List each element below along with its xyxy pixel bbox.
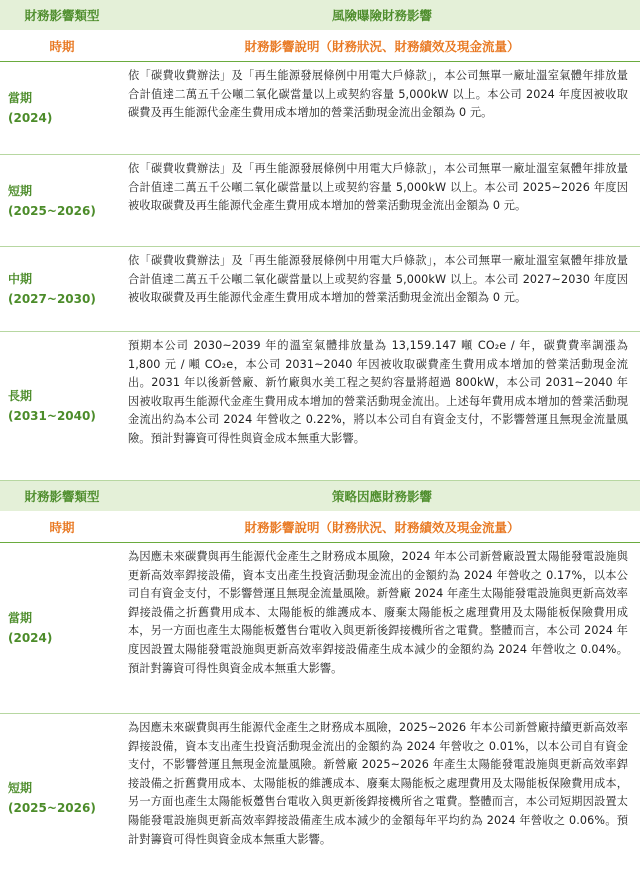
period-name: 當期: [8, 611, 33, 625]
section2-subheader-description: 財務影響說明（財務狀況、財務績效及現金流量）: [244, 520, 520, 535]
period-name: 短期: [8, 781, 33, 795]
section2-subheader-period: 時期: [49, 520, 75, 535]
period-name: 長期: [8, 389, 33, 403]
section1-row-mid-term: [0, 247, 640, 332]
section1-row-long-term: [0, 332, 640, 481]
period-label: [0, 247, 124, 331]
section2-header-type: 財務影響類型: [24, 489, 100, 504]
section2-header-title: 策略因應財務影響: [331, 489, 432, 504]
period-label: [0, 714, 124, 882]
impact-description: 為因應未來碳費與再生能源代金產生之財務成本風險，2024 年本公司新營廠設置太陽能發電設施與更新高效率銲接設備，資本支出產生投資活動現金流出的金額約為 2024 年營收之 0.17%，以本公司自有資金支付，不影響營運且無現金流量風險。新營廠 2024 年產生太陽能發電設施與更新高效率銲接設備之折舊費用成本、太陽能板的維護成本、廢棄太陽能板之處理費用及太陽能板保險費用成本，另一方面也產生太陽能板躉售台電收入與更新後銲接機所省之電費。整體而言，本公司 2024 年度因設置太陽能發電設施與更新高效率銲接設備產生成本減少的金額約為 2024 年營收之 0.04%。預計對籌資可得性與資金成本無重大影響。: [128, 550, 628, 675]
section2-subheader: [0, 512, 640, 543]
period-label: [0, 332, 124, 480]
period-name: 中期: [8, 272, 33, 286]
impact-description: 預期本公司 2030~2039 年的溫室氣體排放量為 13,159.147 噸 CO₂e / 年，碳費費率調漲為 1,800 元 / 噸 CO₂e，本公司 2031~2040 年因被收取碳費產生費用成本增加的營業活動現金流出。2031 年以後新營廠、新竹廠與水美工程之契約容量將超過 800kW，本公司 2031~2040 年因被收取再生能源代金產生費用成本增加的營業活動現金流出。上述每年費用成本增加的營業活動現金流出約為本公司 2024 年營收之 0.22%，將以本公司自有資金支付，不影響營運且無現金流量風險。預計對籌資可得性與資金成本無重大影響。: [128, 339, 628, 445]
period-label: [0, 543, 124, 713]
period-years: (2024): [8, 111, 53, 125]
section1-subheader-period: 時期: [49, 39, 75, 54]
period-name: 當期: [8, 91, 33, 105]
section2-header: [0, 481, 640, 512]
impact-description: 為因應未來碳費與再生能源代金產生之財務成本風險，2025~2026 年本公司新營廠持續更新高效率銲接設備，資本支出產生投資活動現金流出的金額約為 2024 年營收之 0.01%，以本公司自有資金支付，不影響營運且無現金流量風險。新營廠 2025~2026 年產生太陽能發電設施與更新高效率銲接設備之折舊費用成本、太陽能板的維護成本、廢棄太陽能板之處理費用及太陽能板保險費用成本，另一方面也產生太陽能板躉售台電收入與更新後銲接機所省之電費。整體而言，本公司短期因設置太陽能發電設施與更新高效率銲接設備產生成本減少的金額每年平均約為 2024 年營收之 0.06%。預計對籌資可得性與資金成本無重大影響。: [128, 721, 628, 846]
period-name: 短期: [8, 183, 33, 198]
section1-subheader-description: 財務影響說明（財務狀況、財務績效及現金流量）: [244, 39, 520, 54]
impact-description: 依「碳費收費辦法」及「再生能源發展條例中用電大戶條款」，本公司無單一廠址溫室氣體年排放量合計值達二萬五千公噸二氧化碳當量以上或契約容量 5,000kW 以上。本公司 2025~2026 年度因被收取碳費及再生能源代金產生費用成本增加的營業活動現金流出金額為 0 元。: [128, 162, 628, 213]
section1-subheader: [0, 31, 640, 62]
section1-header-title: 風險曝險財務影響: [331, 8, 432, 23]
section1-header: [0, 0, 640, 31]
section1-row-short-term: [0, 155, 640, 247]
period-years: (2027~2030): [8, 292, 96, 306]
section1-row-current: [0, 62, 640, 155]
period-years: (2024): [8, 631, 53, 645]
period-years: (2025~2026): [8, 801, 96, 815]
period-label: [0, 155, 124, 246]
period-label: [0, 62, 124, 154]
section1-header-type: 財務影響類型: [24, 8, 100, 23]
impact-description: 依「碳費收費辦法」及「再生能源發展條例中用電大戶條款」，本公司無單一廠址溫室氣體年排放量合計值達二萬五千公噸二氧化碳當量以上或契約容量 5,000kW 以上。本公司 2027~2030 年度因被收取碳費及再生能源代金產生費用成本增加的營業活動現金流出金額為 0 元。: [128, 254, 628, 305]
period-years: (2031~2040): [8, 409, 96, 423]
impact-description: 依「碳費收費辦法」及「再生能源發展條例中用電大戶條款」，本公司無單一廠址溫室氣體年排放量合計值達二萬五千公噸二氧化碳當量以上或契約容量 5,000kW 以上。本公司 2024 年度因被收取碳費及再生能源代金產生費用成本增加的營業活動現金流出金額為 0 元。: [128, 69, 628, 120]
section2-row-short-term: [0, 714, 640, 882]
period-years: (2025~2026): [8, 203, 96, 218]
section2-row-current: [0, 543, 640, 714]
